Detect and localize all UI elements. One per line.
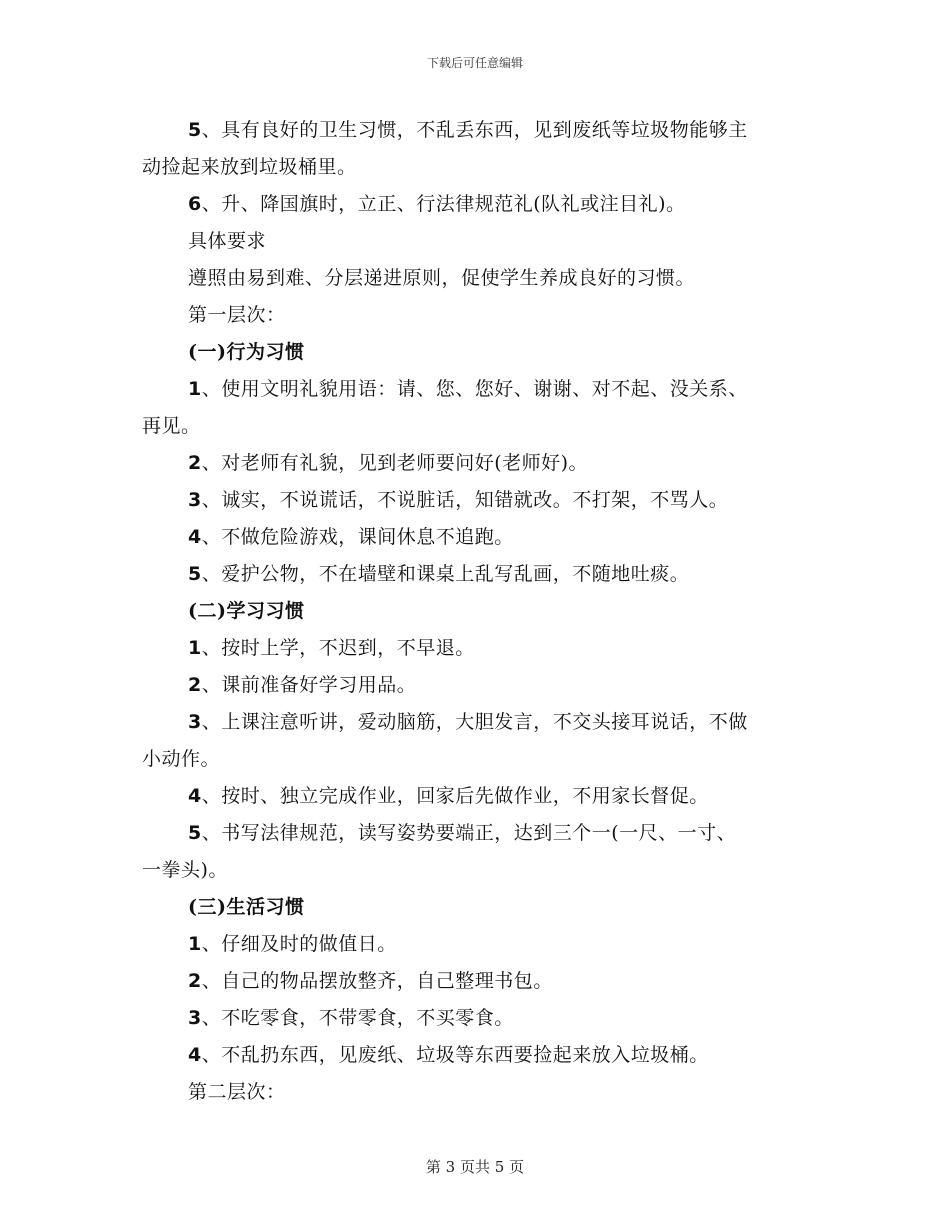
list-item [142,667,810,704]
line-text: 、不吃零食，不带零食，不买零食。 [201,1007,514,1029]
line-text: 小动作。 [142,748,221,770]
line-text: 、对老师有礼貌，见到老师要问好(老师好)。 [201,452,589,474]
list-item [142,556,810,593]
list-item [142,482,810,519]
line-text: 第一层次： [188,304,286,326]
page-footer: 第 3 页共 5 页 [425,1158,525,1176]
list-item [142,519,810,556]
line-text: 、不做危险游戏，课间休息不追跑。 [201,526,514,548]
item-number: 1 [188,933,202,955]
list-item [142,963,810,1000]
item-number: 3 [188,1007,202,1029]
list-item [142,926,810,963]
item-number: 5 [188,119,202,141]
list-item [142,445,810,482]
list-item [142,630,810,667]
list-item [142,1037,810,1074]
line-text: 、具有良好的卫生习惯，不乱丢东西，见到废纸等垃圾物能够主 [201,119,748,141]
paragraph-continuation [142,741,810,778]
list-item [142,704,810,741]
item-number: 4 [188,526,202,548]
document-body [142,112,810,1111]
list-item [142,815,810,852]
line-text: 、上课注意听讲，爱动脑筋，大胆发言，不交头接耳说话，不做 [201,711,748,733]
level-heading-second [142,1074,810,1111]
line-text: 、按时上学，不迟到，不早退。 [201,637,475,659]
item-number: 5 [188,822,202,844]
line-text: 第二层次： [188,1081,286,1103]
line-text: 动捡起来放到垃圾桶里。 [142,156,357,178]
list-item [142,778,810,815]
item-number: 2 [188,970,202,992]
line-text: 遵照由易到难、分层递进原则，促使学生养成良好的习惯。 [188,267,696,289]
paragraph-principle [142,260,810,297]
line-text: 具体要求 [188,230,267,252]
line-text: 、爱护公物，不在墙壁和课桌上乱写乱画，不随地吐痰。 [201,563,690,585]
line-text: (一)行为习惯 [188,341,305,363]
item-number: 1 [188,378,202,400]
line-text: 、使用文明礼貌用语：请、您、您好、谢谢、对不起、没关系、 [201,378,748,400]
line-text: 一拳头)。 [142,859,228,881]
line-text: 、课前准备好学习用品。 [201,674,417,696]
item-number: 2 [188,674,202,696]
line-text: 、不乱扔东西，见废纸、垃圾等东西要捡起来放入垃圾桶。 [201,1044,709,1066]
list-item [142,1000,810,1037]
paragraph-hygiene-habit [142,112,810,149]
line-text: (三)生活习惯 [188,896,305,918]
paragraph-flag-ceremony [142,186,810,223]
section-heading-requirements [142,223,810,260]
item-number: 3 [188,711,202,733]
item-number: 4 [188,1044,202,1066]
line-text: 、升、降国旗时，立正、行法律规范礼(队礼或注目礼)。 [201,193,686,215]
subheading-life-habits [142,889,810,926]
subheading-behavior-habits [142,334,810,371]
line-text: 、仔细及时的做值日。 [201,933,397,955]
list-item [142,371,810,408]
line-text: 、按时、独立完成作业，回家后先做作业，不用家长督促。 [201,785,709,807]
line-text: 、书写法律规范，读写姿势要端正，达到三个一(一尺、一寸、 [201,822,737,844]
paragraph-continuation [142,852,810,889]
paragraph-continuation [142,408,810,445]
item-number: 3 [188,489,202,511]
line-text: 、自己的物品摆放整齐，自己整理书包。 [201,970,553,992]
subheading-study-habits [142,593,810,630]
item-number: 5 [188,563,202,585]
line-text: (二)学习习惯 [188,600,305,622]
item-number: 1 [188,637,202,659]
level-heading-first [142,297,810,334]
page-header: 下载后可任意编辑 [426,56,523,70]
line-text: 再见。 [142,415,201,437]
item-number: 4 [188,785,202,807]
line-text: 、诚实，不说谎话，不说脏话，知错就改。不打架，不骂人。 [201,489,729,511]
item-number: 6 [188,193,202,215]
paragraph-continuation [142,149,810,186]
item-number: 2 [188,452,202,474]
